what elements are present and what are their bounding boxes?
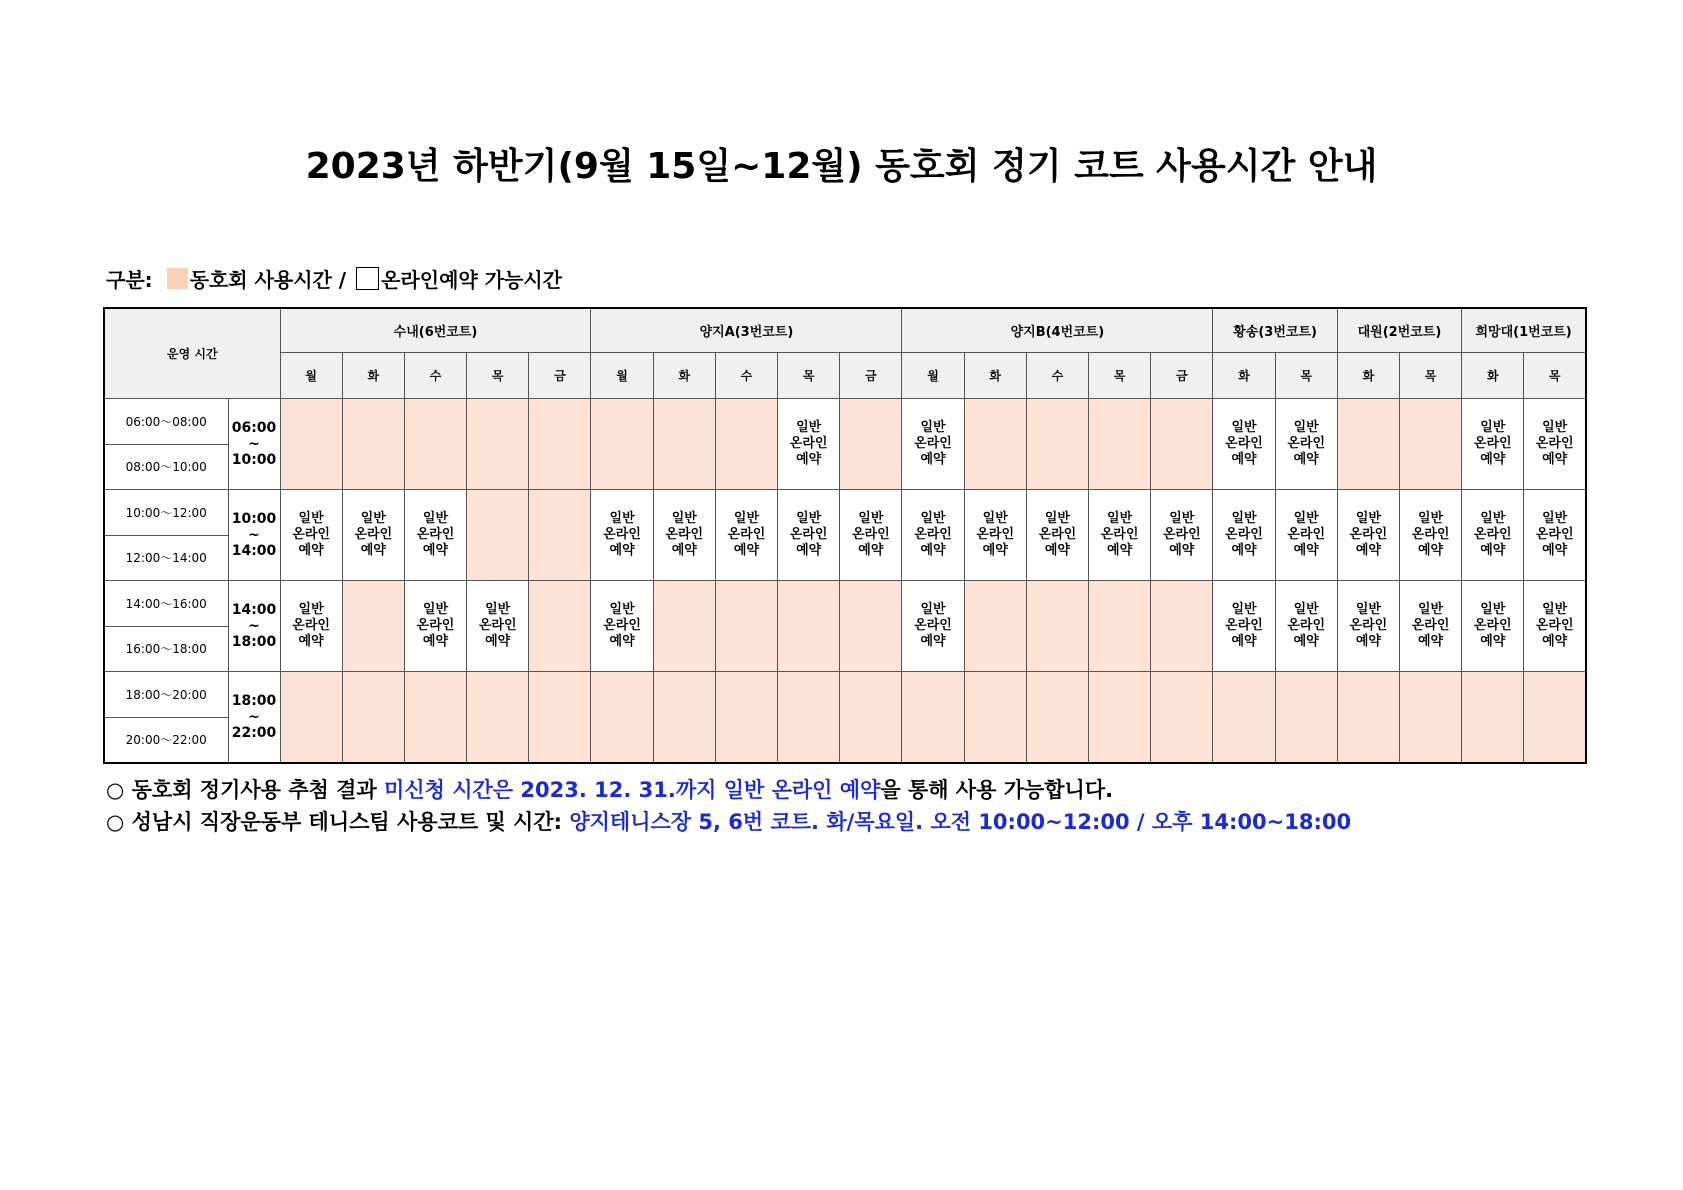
time-block-line: 14:00 — [231, 602, 277, 618]
club-usage-cell — [342, 672, 404, 763]
court-header: 양지A(3번코트) — [591, 308, 902, 353]
online-reservation-cell — [1275, 490, 1337, 581]
bullet-icon: ○ — [106, 778, 125, 802]
cell-text: 예약 — [422, 543, 449, 558]
club-usage-cell — [1026, 581, 1088, 672]
time-slot: 14:00～16:00 — [104, 581, 228, 627]
day-header: 화 — [1213, 353, 1275, 399]
time-slot: 10:00～12:00 — [104, 490, 228, 536]
cell-text: 일반 — [1418, 602, 1444, 617]
note-line — [106, 806, 1351, 838]
cell-text: 예약 — [1418, 543, 1444, 558]
online-reservation-cell — [778, 490, 840, 581]
club-usage-cell — [1026, 672, 1088, 763]
club-usage-cell — [404, 672, 466, 763]
online-reservation-cell — [902, 399, 964, 490]
cell-text: 온라인 — [914, 618, 952, 633]
time-block — [228, 490, 280, 581]
cell-text: 일반 — [982, 511, 1008, 526]
cell-text: 일반 — [733, 511, 760, 526]
club-usage-cell — [840, 672, 902, 763]
club-usage-cell — [1026, 399, 1088, 490]
day-header: 화 — [1462, 353, 1524, 399]
day-header: 화 — [1337, 353, 1399, 399]
cell-text: 온라인 — [603, 618, 641, 633]
club-usage-cell — [964, 399, 1026, 490]
cell-text: 일반 — [796, 511, 822, 526]
cell-text: 일반 — [920, 420, 946, 435]
online-reservation-cell — [964, 490, 1026, 581]
cell-text: 일반 — [1231, 511, 1257, 526]
cell-text: 예약 — [920, 543, 946, 558]
cell-text: 온라인 — [1287, 436, 1326, 451]
online-reservation-cell — [1275, 399, 1337, 490]
cell-text: 일반 — [1542, 420, 1568, 435]
cell-text: 일반 — [485, 602, 511, 617]
club-usage-cell — [840, 399, 902, 490]
cell-text: 예약 — [298, 543, 324, 558]
club-usage-cell — [1337, 399, 1399, 490]
online-reservation-cell — [715, 490, 777, 581]
legend — [106, 264, 562, 293]
club-usage-cell — [902, 672, 964, 763]
cell-text: 온라인 — [292, 618, 330, 633]
cell-text: 예약 — [920, 452, 946, 467]
club-usage-cell — [280, 672, 342, 763]
club-usage-cell — [529, 581, 591, 672]
club-usage-cell — [404, 399, 466, 490]
club-usage-cell — [467, 672, 529, 763]
online-reservation-cell — [280, 581, 342, 672]
online-reservation-cell — [467, 581, 529, 672]
club-usage-cell — [653, 672, 715, 763]
time-block-line: ~ — [248, 436, 260, 452]
time-block-line: 18:00 — [231, 692, 277, 709]
cell-text: 온라인 — [1535, 527, 1574, 542]
cell-text: 일반 — [422, 511, 449, 526]
time-slot: 06:00～08:00 — [104, 399, 228, 445]
cell-text: 일반 — [920, 602, 946, 617]
time-block-line: 18:00 — [231, 634, 277, 650]
day-header: 목 — [1275, 353, 1337, 399]
cell-text: 온라인 — [1225, 527, 1263, 542]
club-usage-cell — [1462, 672, 1524, 763]
cell-text: 일반 — [1293, 420, 1319, 435]
time-block-line: 06:00 — [231, 420, 277, 436]
day-header: 화 — [964, 353, 1026, 399]
online-reservation-cell — [1524, 581, 1586, 672]
time-block-line: 10:00 — [231, 511, 277, 527]
time-block-line: ~ — [248, 618, 260, 634]
day-header: 금 — [529, 353, 591, 399]
cell-text: 예약 — [609, 543, 635, 558]
online-reservation-cell — [902, 490, 964, 581]
cell-text: 온라인 — [665, 527, 704, 542]
cell-text: 온라인 — [1535, 436, 1574, 451]
day-header: 목 — [1399, 353, 1461, 399]
cell-text: 일반 — [1107, 511, 1133, 526]
cell-text: 일반 — [1169, 511, 1195, 526]
time-block — [228, 581, 280, 672]
cell-text: 온라인 — [416, 618, 455, 633]
cell-text: 일반 — [360, 511, 386, 526]
cell-text: 일반 — [609, 602, 635, 617]
club-usage-cell — [467, 399, 529, 490]
cell-text: 온라인 — [914, 527, 952, 542]
club-usage-cell — [1399, 672, 1461, 763]
time-block-line: 10:00 — [231, 452, 277, 468]
club-usage-cell — [1089, 581, 1151, 672]
cell-text: 온라인 — [416, 527, 455, 542]
club-usage-cell — [591, 399, 653, 490]
day-header: 목 — [1524, 353, 1586, 399]
club-usage-cell — [715, 581, 777, 672]
cell-text: 온라인 — [1225, 436, 1263, 451]
online-reservation-cell — [404, 581, 466, 672]
cell-text: 온라인 — [292, 527, 330, 542]
club-usage-cell — [778, 672, 840, 763]
club-usage-cell — [715, 672, 777, 763]
legend-prefix: 구분: — [106, 268, 153, 292]
online-reservation-cell — [1213, 581, 1275, 672]
cell-text: 예약 — [858, 543, 884, 558]
cell-text: 예약 — [422, 634, 449, 649]
online-reservation-cell — [342, 490, 404, 581]
note-text: 동호회 정기사용 추첨 결과 — [124, 778, 385, 802]
online-reservation-cell — [1462, 399, 1524, 490]
cell-text: 일반 — [920, 511, 946, 526]
club-usage-cell — [653, 399, 715, 490]
club-usage-cell — [1213, 672, 1275, 763]
cell-text: 예약 — [1355, 543, 1381, 558]
cell-text: 일반 — [1542, 511, 1568, 526]
online-time-swatch — [356, 267, 379, 290]
club-usage-cell — [715, 399, 777, 490]
cell-text: 예약 — [1293, 634, 1319, 649]
cell-text: 온라인 — [1287, 527, 1326, 542]
cell-text: 온라인 — [727, 527, 766, 542]
day-header: 목 — [1089, 353, 1151, 399]
cell-text: 온라인 — [1411, 618, 1450, 633]
cell-text: 예약 — [1044, 543, 1070, 558]
cell-text: 예약 — [1542, 452, 1568, 467]
court-header: 황송(3번코트) — [1213, 308, 1337, 353]
club-usage-cell — [529, 399, 591, 490]
club-usage-cell — [1151, 672, 1213, 763]
online-reservation-cell — [778, 399, 840, 490]
cell-text: 예약 — [1480, 543, 1506, 558]
cell-text: 예약 — [1542, 634, 1568, 649]
cell-text: 일반 — [1231, 420, 1257, 435]
cell-text: 예약 — [1355, 634, 1381, 649]
cell-text: 온라인 — [1349, 618, 1388, 633]
day-header: 월 — [902, 353, 964, 399]
club-usage-cell — [342, 581, 404, 672]
time-slot: 16:00～18:00 — [104, 626, 228, 672]
day-header: 화 — [653, 353, 715, 399]
club-usage-cell — [1275, 672, 1337, 763]
court-header: 희망대(1번코트) — [1462, 308, 1586, 353]
legend-club-label: 동호회 사용시간 / — [189, 268, 347, 292]
cell-text: 일반 — [1418, 511, 1444, 526]
cell-text: 온라인 — [1473, 527, 1512, 542]
club-usage-cell — [1151, 581, 1213, 672]
cell-text: 일반 — [1293, 511, 1319, 526]
time-block-line: ~ — [248, 527, 260, 543]
court-header: 양지B(4번코트) — [902, 308, 1213, 353]
optime-header: 운영 시간 — [104, 308, 280, 399]
note-text: 성남시 직장운동부 테니스팀 사용코트 및 시간: — [124, 810, 570, 834]
cell-text: 온라인 — [1473, 436, 1512, 451]
cell-text: 일반 — [796, 420, 822, 435]
club-usage-cell — [280, 399, 342, 490]
cell-text: 예약 — [671, 543, 697, 558]
cell-text: 일반 — [1480, 511, 1506, 526]
online-reservation-cell — [280, 490, 342, 581]
cell-text: 예약 — [1542, 543, 1568, 558]
cell-text: 일반 — [422, 602, 449, 617]
cell-text: 예약 — [1231, 452, 1257, 467]
online-reservation-cell — [1462, 490, 1524, 581]
cell-text: 일반 — [1044, 511, 1070, 526]
cell-text: 예약 — [360, 543, 386, 558]
cell-text: 일반 — [1293, 602, 1319, 617]
cell-text: 예약 — [1231, 543, 1257, 558]
note-highlight: 미신청 시간은 2023. 12. 31.까지 일반 온라인 예약 — [384, 778, 881, 802]
club-time-swatch — [167, 268, 188, 289]
cell-text: 온라인 — [1162, 527, 1201, 542]
online-reservation-cell — [1337, 490, 1399, 581]
cell-text: 온라인 — [1225, 618, 1263, 633]
cell-text: 예약 — [920, 634, 946, 649]
club-usage-cell — [467, 490, 529, 581]
time-slot: 12:00～14:00 — [104, 535, 228, 581]
cell-text: 온라인 — [1038, 527, 1077, 542]
page-title: 2023년 하반기(9월 15일~12월) 동호회 정기 코트 사용시간 안내 — [305, 146, 1378, 187]
club-usage-cell — [529, 672, 591, 763]
cell-text: 예약 — [1293, 543, 1319, 558]
time-block — [228, 672, 280, 763]
court-header: 대원(2번코트) — [1337, 308, 1461, 353]
cell-text: 일반 — [609, 511, 635, 526]
cell-text: 예약 — [1293, 452, 1319, 467]
online-reservation-cell — [1524, 490, 1586, 581]
court-header: 수내(6번코트) — [280, 308, 591, 353]
cell-text: 일반 — [1480, 420, 1506, 435]
time-slot: 18:00～20:00 — [104, 672, 228, 718]
cell-text: 일반 — [298, 602, 324, 617]
cell-text: 온라인 — [1535, 618, 1574, 633]
legend-online-label: 온라인예약 가능시간 — [381, 268, 562, 292]
cell-text: 온라인 — [1411, 527, 1450, 542]
online-reservation-cell — [1275, 581, 1337, 672]
cell-text: 온라인 — [1287, 618, 1326, 633]
cell-text: 온라인 — [851, 527, 890, 542]
cell-text: 예약 — [1107, 543, 1133, 558]
cell-text: 일반 — [1542, 602, 1568, 617]
online-reservation-cell — [1337, 581, 1399, 672]
cell-text: 예약 — [1418, 634, 1444, 649]
day-header: 목 — [467, 353, 529, 399]
cell-text: 예약 — [1231, 634, 1257, 649]
online-reservation-cell — [1399, 581, 1461, 672]
club-usage-cell — [840, 581, 902, 672]
club-usage-cell — [964, 581, 1026, 672]
cell-text: 예약 — [485, 634, 511, 649]
online-reservation-cell — [591, 490, 653, 581]
online-reservation-cell — [1213, 399, 1275, 490]
cell-text: 일반 — [1480, 602, 1506, 617]
cell-text: 예약 — [796, 543, 822, 558]
online-reservation-cell — [1524, 399, 1586, 490]
time-block-line: ~ — [248, 708, 260, 725]
cell-text: 예약 — [796, 452, 822, 467]
online-reservation-cell — [840, 490, 902, 581]
club-usage-cell — [1524, 672, 1586, 763]
club-usage-cell — [1151, 399, 1213, 490]
club-usage-cell — [1337, 672, 1399, 763]
club-usage-cell — [1089, 672, 1151, 763]
cell-text: 일반 — [1355, 602, 1381, 617]
online-reservation-cell — [1151, 490, 1213, 581]
cell-text: 일반 — [858, 511, 884, 526]
cell-text: 예약 — [733, 543, 760, 558]
day-header: 수 — [715, 353, 777, 399]
notes — [106, 774, 1351, 838]
online-reservation-cell — [1462, 581, 1524, 672]
online-reservation-cell — [404, 490, 466, 581]
cell-text: 예약 — [298, 634, 324, 649]
cell-text: 일반 — [298, 511, 324, 526]
online-reservation-cell — [591, 581, 653, 672]
online-reservation-cell — [653, 490, 715, 581]
club-usage-cell — [778, 581, 840, 672]
note-line — [106, 774, 1351, 806]
day-header: 수 — [404, 353, 466, 399]
day-header: 수 — [1026, 353, 1088, 399]
cell-text: 온라인 — [1473, 618, 1512, 633]
club-usage-cell — [1399, 399, 1461, 490]
day-header: 금 — [840, 353, 902, 399]
bullet-icon: ○ — [106, 810, 125, 834]
cell-text: 온라인 — [478, 618, 517, 633]
cell-text: 온라인 — [1100, 527, 1139, 542]
cell-text: 예약 — [609, 634, 635, 649]
day-header: 화 — [342, 353, 404, 399]
time-block-line: 22:00 — [231, 724, 277, 741]
day-header: 금 — [1151, 353, 1213, 399]
cell-text: 예약 — [1480, 452, 1506, 467]
cell-text: 온라인 — [914, 436, 952, 451]
club-usage-cell — [964, 672, 1026, 763]
cell-text: 온라인 — [789, 527, 828, 542]
club-usage-cell — [342, 399, 404, 490]
cell-text: 온라인 — [354, 527, 393, 542]
cell-text: 예약 — [982, 543, 1008, 558]
court-schedule-table — [103, 307, 1587, 764]
note-highlight: 양지테니스장 5, 6번 코트. 화/목요일. 오전 10:00~12:00 / 오후 14:00~18:00 — [569, 810, 1352, 834]
day-header: 월 — [591, 353, 653, 399]
cell-text: 온라인 — [789, 436, 828, 451]
day-header: 월 — [280, 353, 342, 399]
time-slot: 20:00～22:00 — [104, 717, 228, 763]
club-usage-cell — [1089, 399, 1151, 490]
time-block-line: 14:00 — [231, 543, 277, 559]
cell-text: 온라인 — [1349, 527, 1388, 542]
online-reservation-cell — [1089, 490, 1151, 581]
cell-text: 온라인 — [976, 527, 1015, 542]
day-header: 목 — [778, 353, 840, 399]
club-usage-cell — [653, 581, 715, 672]
online-reservation-cell — [902, 581, 964, 672]
cell-text: 일반 — [671, 511, 697, 526]
time-block — [228, 399, 280, 490]
cell-text: 예약 — [1480, 634, 1506, 649]
online-reservation-cell — [1399, 490, 1461, 581]
online-reservation-cell — [1026, 490, 1088, 581]
cell-text: 온라인 — [603, 527, 641, 542]
note-text: 을 통해 사용 가능합니다. — [880, 778, 1114, 802]
cell-text: 예약 — [1169, 543, 1195, 558]
cell-text: 일반 — [1355, 511, 1381, 526]
online-reservation-cell — [1213, 490, 1275, 581]
club-usage-cell — [591, 672, 653, 763]
cell-text: 일반 — [1231, 602, 1257, 617]
club-usage-cell — [529, 490, 591, 581]
time-slot: 08:00～10:00 — [104, 444, 228, 490]
